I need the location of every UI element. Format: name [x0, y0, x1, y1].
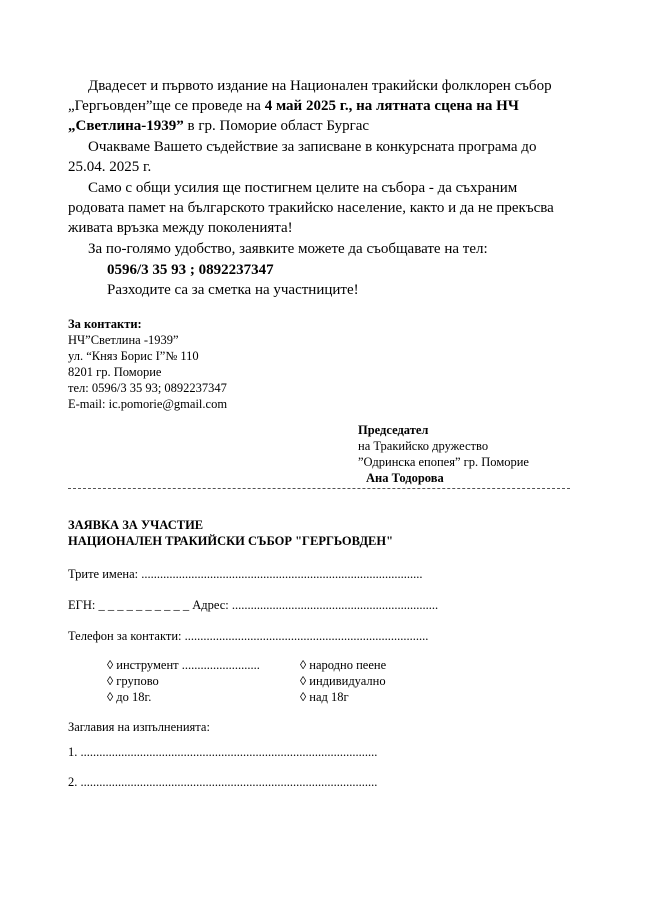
form-subtitle: НАЦИОНАЛЕН ТРАКИЙСКИ СЪБОР "ГЕРГЬОВДЕН": [68, 534, 394, 548]
contacts-phone: тел: 0596/3 35 93; 0892237347: [68, 381, 227, 395]
letter-paragraph-1-line-1: Двадесет и първото издание на Национален тракийски фолклорен събор: [88, 78, 552, 94]
option-over-18: ◊ над 18г: [300, 690, 349, 704]
signature-line-1: на Тракийско дружество: [358, 439, 489, 453]
option-folk-singing: ◊ народно пеене: [300, 658, 387, 672]
contacts-street: ул. “Княз Борис I”№ 110: [68, 349, 199, 363]
letter-paragraph-1-line-2: [68, 96, 519, 116]
letter-paragraph-4-line-1: За по-голямо удобство, заявките можете да съобщавате на тел:: [88, 241, 488, 257]
letter-paragraph-3-line-3: живата връзка между поколенията!: [68, 220, 293, 236]
letter-paragraph-1-line-3: [68, 116, 369, 136]
community-center-name: „Светлина-1939”: [68, 118, 184, 134]
contacts-city: 8201 гр. Поморие: [68, 365, 162, 379]
festival-date-venue: 4 май 2025 г., на лятната сцена на НЧ: [264, 98, 519, 114]
letter-paragraph-3-line-1: Само с общи усилия ще постигнем целите на събора - да съхраним: [88, 180, 518, 196]
form-title: ЗАЯВКА ЗА УЧАСТИЕ: [68, 518, 204, 532]
contacts-email: E-mail: ic.pomorie@gmail.com: [68, 397, 228, 411]
form-field-egn-address: ЕГН: _ _ _ _ _ _ _ _ _ _ Адрес: ..................................................................: [68, 598, 439, 612]
cut-line: [68, 488, 570, 489]
letter-paragraph-3-line-2: родовата памет на българското тракийско население, както и да не прекъсва: [68, 200, 554, 216]
signature-line-2: ”Одринска епопея” гр. Поморие: [358, 455, 529, 469]
form-titles-label: Заглавия на изпълненията:: [68, 720, 210, 734]
contacts-org: НЧ”Светлина -1939”: [68, 333, 179, 347]
phone-numbers: 0596/3 35 93 ; 0892237347: [107, 262, 274, 278]
letter-paragraph-2-line-2: 25.04. 2025 г.: [68, 159, 152, 175]
form-title-item-2: 2. ...............................................................................................: [68, 775, 378, 789]
option-under-18: ◊ до 18г.: [107, 690, 152, 704]
signature-title: Председател: [358, 423, 429, 437]
option-group: ◊ групово: [107, 674, 159, 688]
contacts-heading: За контакти:: [68, 317, 142, 331]
festival-name: „Гергьовден”ще се проведе на: [68, 98, 265, 114]
form-field-names: Трите имена: ..........................................................................................: [68, 567, 423, 581]
signature-name: Ана Тодорова: [366, 471, 444, 485]
option-individual: ◊ индивидуално: [300, 674, 386, 688]
expenses-note: Разходите са за сметка на участниците!: [107, 282, 359, 298]
form-field-phone: Телефон за контакти: ..............................................................................: [68, 629, 429, 643]
letter-paragraph-2-line-1: Очакваме Вашето съдействие за записване в конкурсната програма до: [88, 139, 537, 155]
location: в гр. Поморие област Бургас: [183, 118, 370, 134]
form-title-item-1: 1. ...............................................................................................: [68, 745, 378, 759]
option-instrument: ◊ инструмент .........................: [107, 658, 260, 672]
